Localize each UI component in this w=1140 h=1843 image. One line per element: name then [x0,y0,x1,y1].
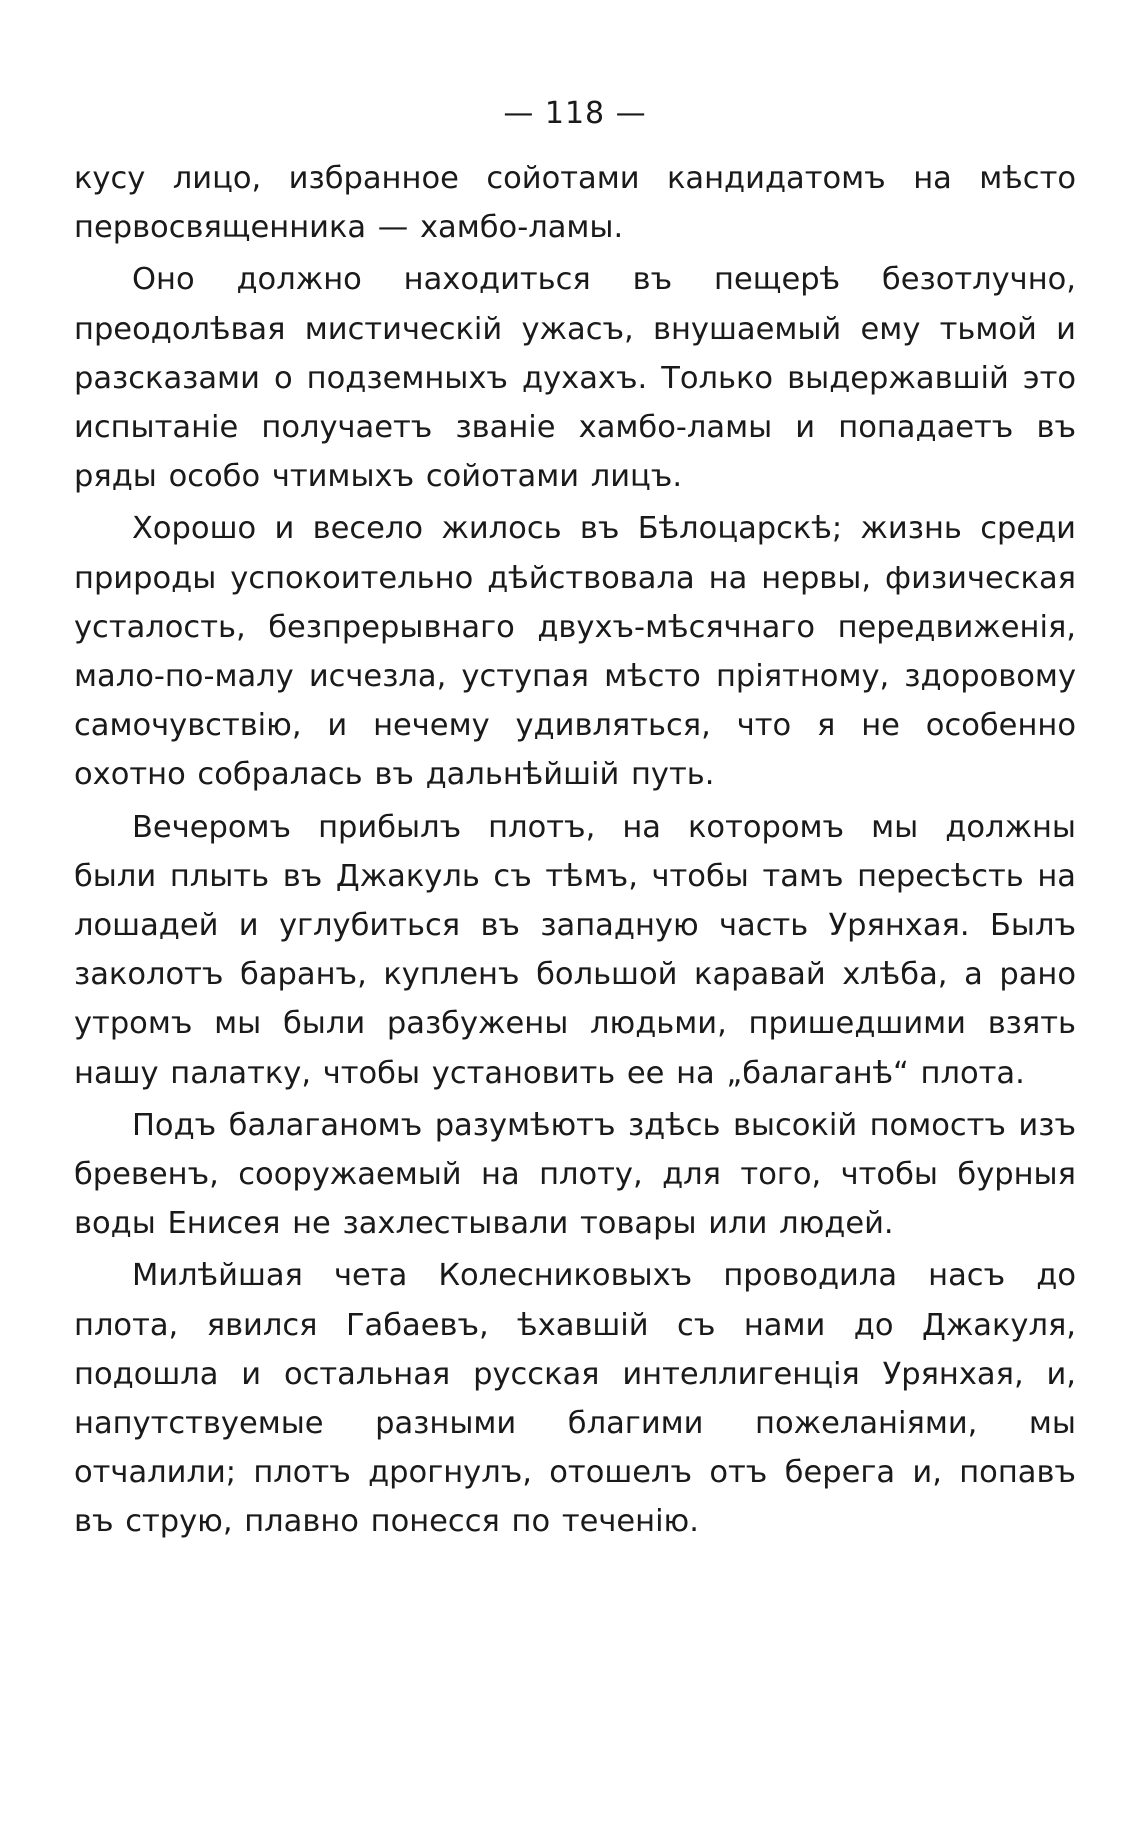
paragraph-raft-arrival: Вечеромъ прибылъ плотъ, на которомъ мы должны были плыть въ Джакуль съ тѣмъ, чтобы тамъ пересѣсть на лошадей и углубиться въ западную часть Урянхая. Былъ заколотъ баранъ, купленъ большой каравай хлѣба, а рано утромъ мы были разбужены людьми, пришедшими взять нашу палатку, чтобы установить ее на „балаганѣ“ плота. [74,809,1076,1091]
page-number: — 118 — [503,96,647,131]
paragraph-cave-trial: Оно должно находиться въ пещерѣ безотлучно, преодолѣвая мистическій ужасъ, внушаемый ему тьмой и разсказами о подземныхъ духахъ. Только выдержавшій это испытаніе получаетъ званіе хамбо-ламы и попадаетъ въ ряды особо чтимыхъ сойотами лицъ. [74,262,1076,495]
paragraph-balagan: Подъ балаганомъ разумѣютъ здѣсь высокій помостъ изъ бревенъ, сооружаемый на плоту, для того, чтобы бурныя воды Енисея не захлестывали товары или людей. [74,1107,1076,1242]
paragraph-belotsarsk: Хорошо и весело жилось въ Бѣлоцарскѣ; жизнь среди природы успокоительно дѣйствовала на нервы, физическая усталость, безпрерывнаго двухъ-мѣсячнаго передвиженія, мало-по-малу исчезла, уступая мѣсто пріятному, здоровому самочувствію, и нечему удивляться, что я не особенно охотно собралась въ дальнѣйшій путь. [74,511,1076,793]
book-page [74,90,1076,1550]
paragraph-departure: Милѣйшая чета Колесниковыхъ проводила насъ до плота, явился Габаевъ, ѣхавшій съ нами до Джакуля, подошла и остальная русская интеллигенція Урянхая, и, напутствуемые разными благими пожеланіями, мы отчалили; плотъ дрогнулъ, отошелъ отъ берега и, попавъ въ струю, плавно понесся по теченію. [74,1258,1076,1540]
paragraph-continuation: кусу лицо, избранное сойотами кандидатомъ на мѣсто первосвященника — хамбо-ламы. [74,161,1076,246]
